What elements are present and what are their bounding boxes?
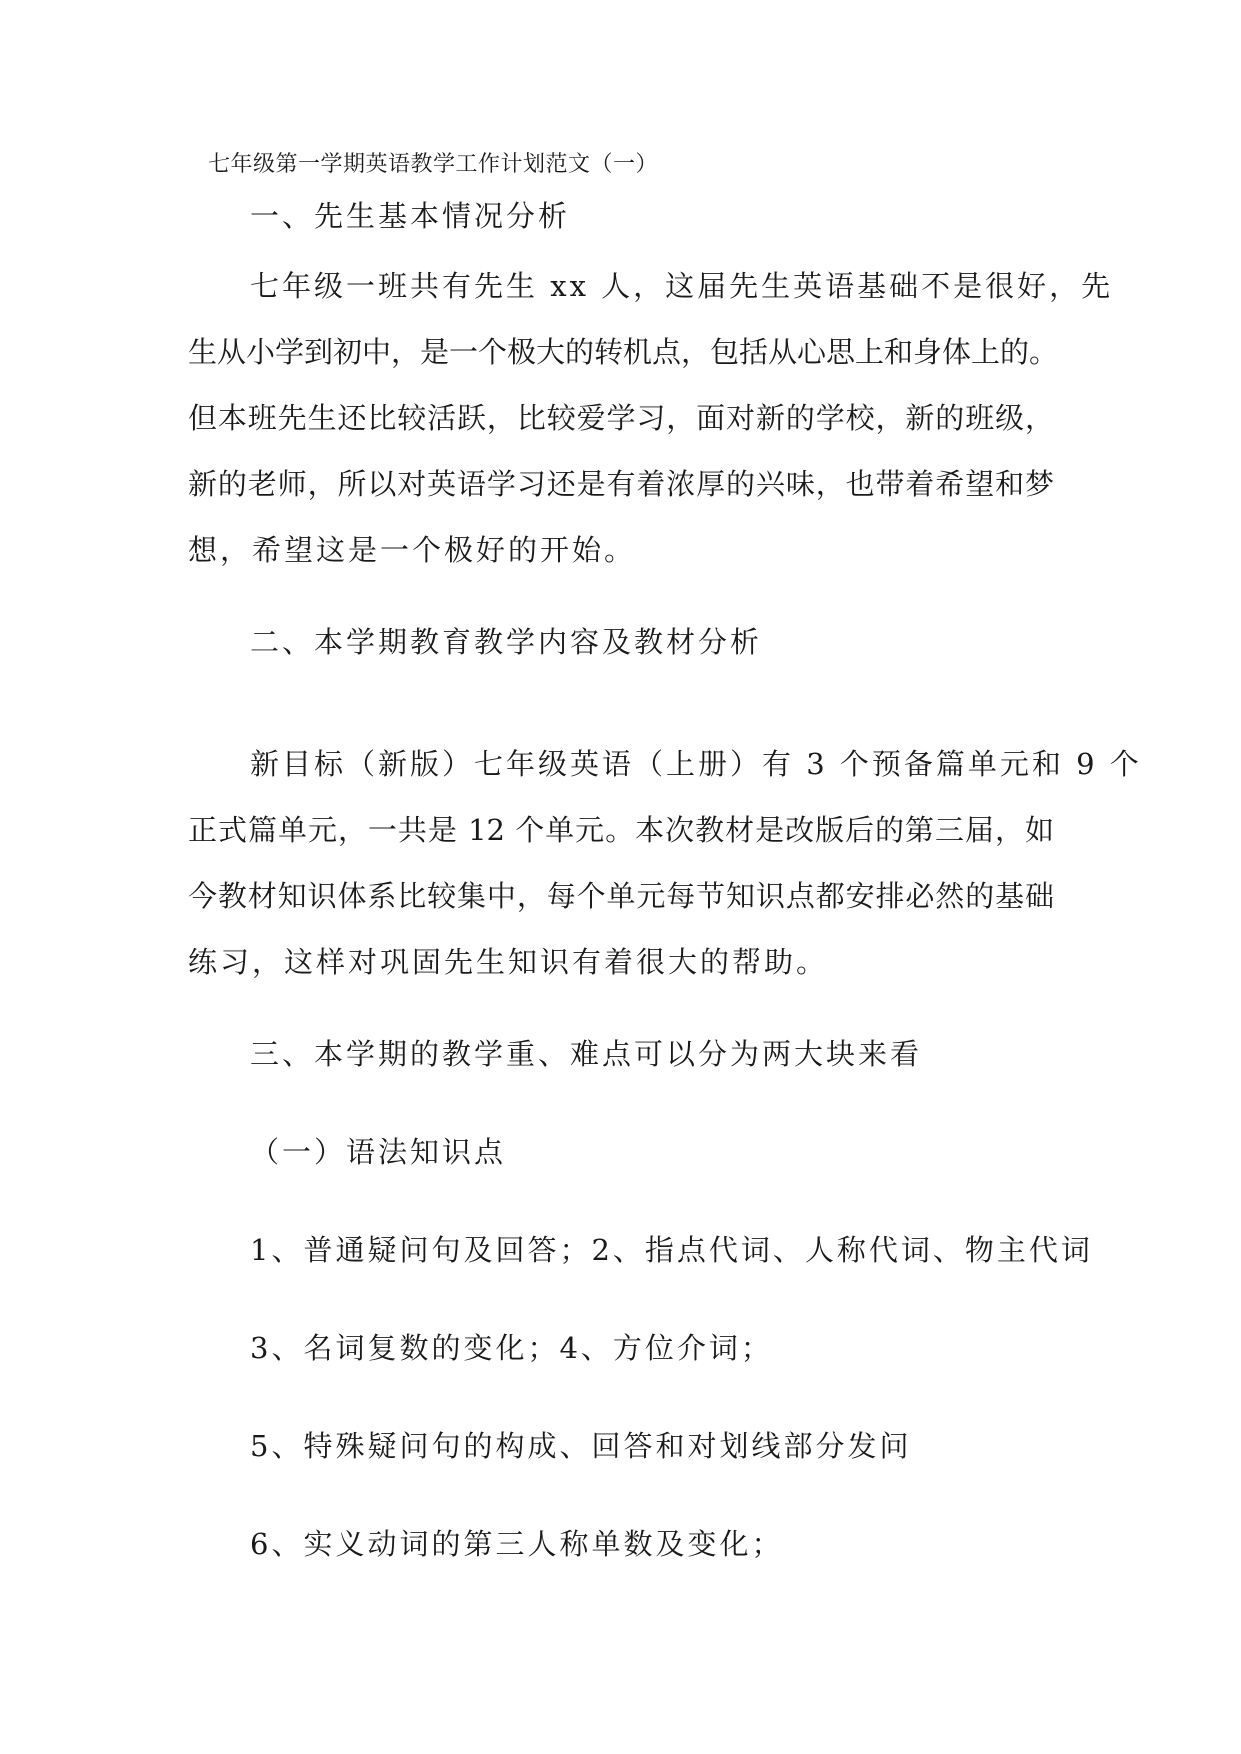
list-item: 6、实义动词的第三人称单数及变化； xyxy=(250,1527,784,1561)
document-title: 七年级第一学期英语教学工作计划范文（一） xyxy=(208,152,659,177)
paragraph-line: 生从小学到初中，是一个极大的转机点，包括从心思上和身体上的。 xyxy=(188,335,1059,369)
subheading-grammar: （一）语法知识点 xyxy=(250,1135,507,1169)
paragraph-line: 正式篇单元，一共是 12 个单元。本次教材是改版后的第三届，如 xyxy=(188,813,1054,847)
list-item: 5、特殊疑问句的构成、回答和对划线部分发问 xyxy=(250,1429,912,1463)
paragraph-line: 但本班先生还比较活跃，比较爱学习，面对新的学校，新的班级， xyxy=(188,401,1054,435)
paragraph-line: 新目标（新版）七年级英语（上册）有 3 个预备篇单元和 9 个 xyxy=(250,747,1142,781)
paragraph-line: 今教材知识体系比较集中，每个单元每节知识点都安排必然的基础 xyxy=(188,879,1054,913)
section-heading-2: 二、本学期教育教学内容及教材分析 xyxy=(250,625,763,659)
section-heading-1: 一、先生基本情况分析 xyxy=(250,199,571,233)
list-item: 1、普通疑问句及回答；2、指点代词、人称代词、物主代词 xyxy=(250,1233,1093,1267)
paragraph-line: 新的老师，所以对英语学习还是有着浓厚的兴味，也带着希望和梦 xyxy=(188,467,1054,501)
list-item: 3、名词复数的变化；4、方位介词； xyxy=(250,1331,773,1365)
section-heading-3: 三、本学期的教学重、难点可以分为两大块来看 xyxy=(250,1037,923,1071)
paragraph-line: 练习，这样对巩固先生知识有着很大的帮助。 xyxy=(188,945,829,979)
paragraph-line: 想，希望这是一个极好的开始。 xyxy=(188,533,637,567)
paragraph-line: 七年级一班共有先生 xx 人，这届先生英语基础不是很好，先 xyxy=(250,269,1114,303)
